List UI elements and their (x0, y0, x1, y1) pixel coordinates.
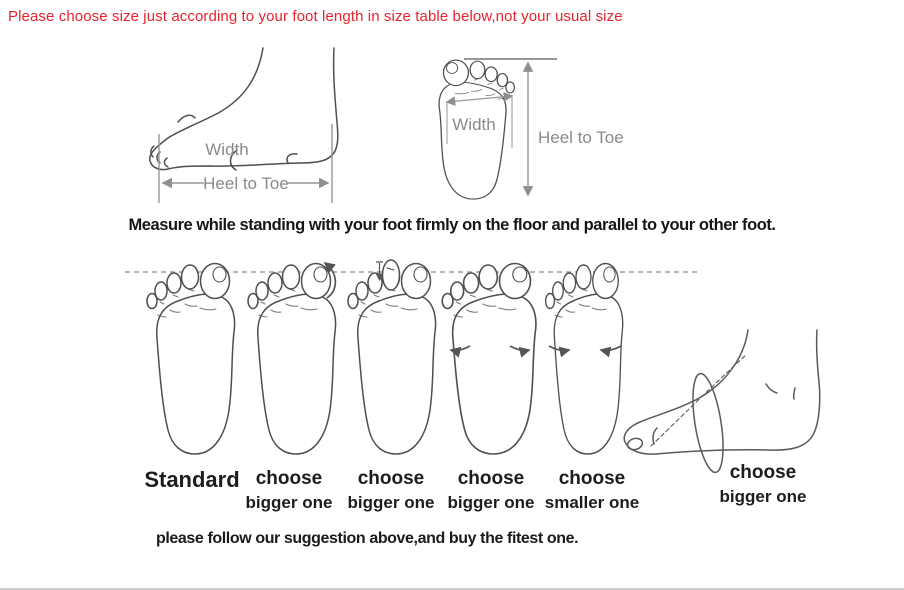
label-line2: smaller one (544, 493, 640, 512)
footprint-long-second-toe (348, 264, 436, 455)
footprint-curled-toe (248, 264, 336, 455)
high-instep-foot-illustration (624, 330, 820, 474)
footprint-narrow (546, 264, 623, 455)
size-warning-text: Please choose size just according to your foot length in size table below,not your usual size (8, 8, 623, 25)
label-line1: Standard (144, 467, 240, 492)
footprint-standard (147, 264, 235, 455)
foot-types-illustration-strip (118, 250, 858, 476)
label-line2: bigger one (245, 493, 333, 512)
sole-heel-to-toe-label: Heel to Toe (538, 128, 624, 147)
label-line1: choose (457, 468, 525, 489)
label-line2: bigger one (447, 493, 535, 512)
label-line1: choose (558, 468, 626, 489)
side-width-label: Width (205, 140, 249, 159)
label-line2: bigger one (719, 487, 807, 506)
girth-ellipse (687, 372, 728, 475)
label-line1: choose (729, 462, 797, 483)
instep-dashed-line (651, 355, 746, 446)
foot-sole-view-diagram (430, 46, 645, 216)
label-high-instep (688, 460, 838, 508)
foot-side-view-diagram (140, 46, 355, 211)
label-line2: bigger one (347, 493, 435, 512)
sole-width-label: Width (452, 115, 496, 134)
label-narrow-foot (517, 466, 667, 514)
footprint-wide (442, 264, 536, 455)
label-line1: choose (357, 468, 425, 489)
label-line1: choose (255, 468, 323, 489)
suggestion-text: please follow our suggestion above,and buy the fitest one. (156, 530, 579, 547)
side-heel-to-toe-label: Heel to Toe (203, 174, 289, 193)
measure-instruction-text: Measure while standing with your foot firmly on the floor and parallel to your other foot. (128, 216, 776, 234)
